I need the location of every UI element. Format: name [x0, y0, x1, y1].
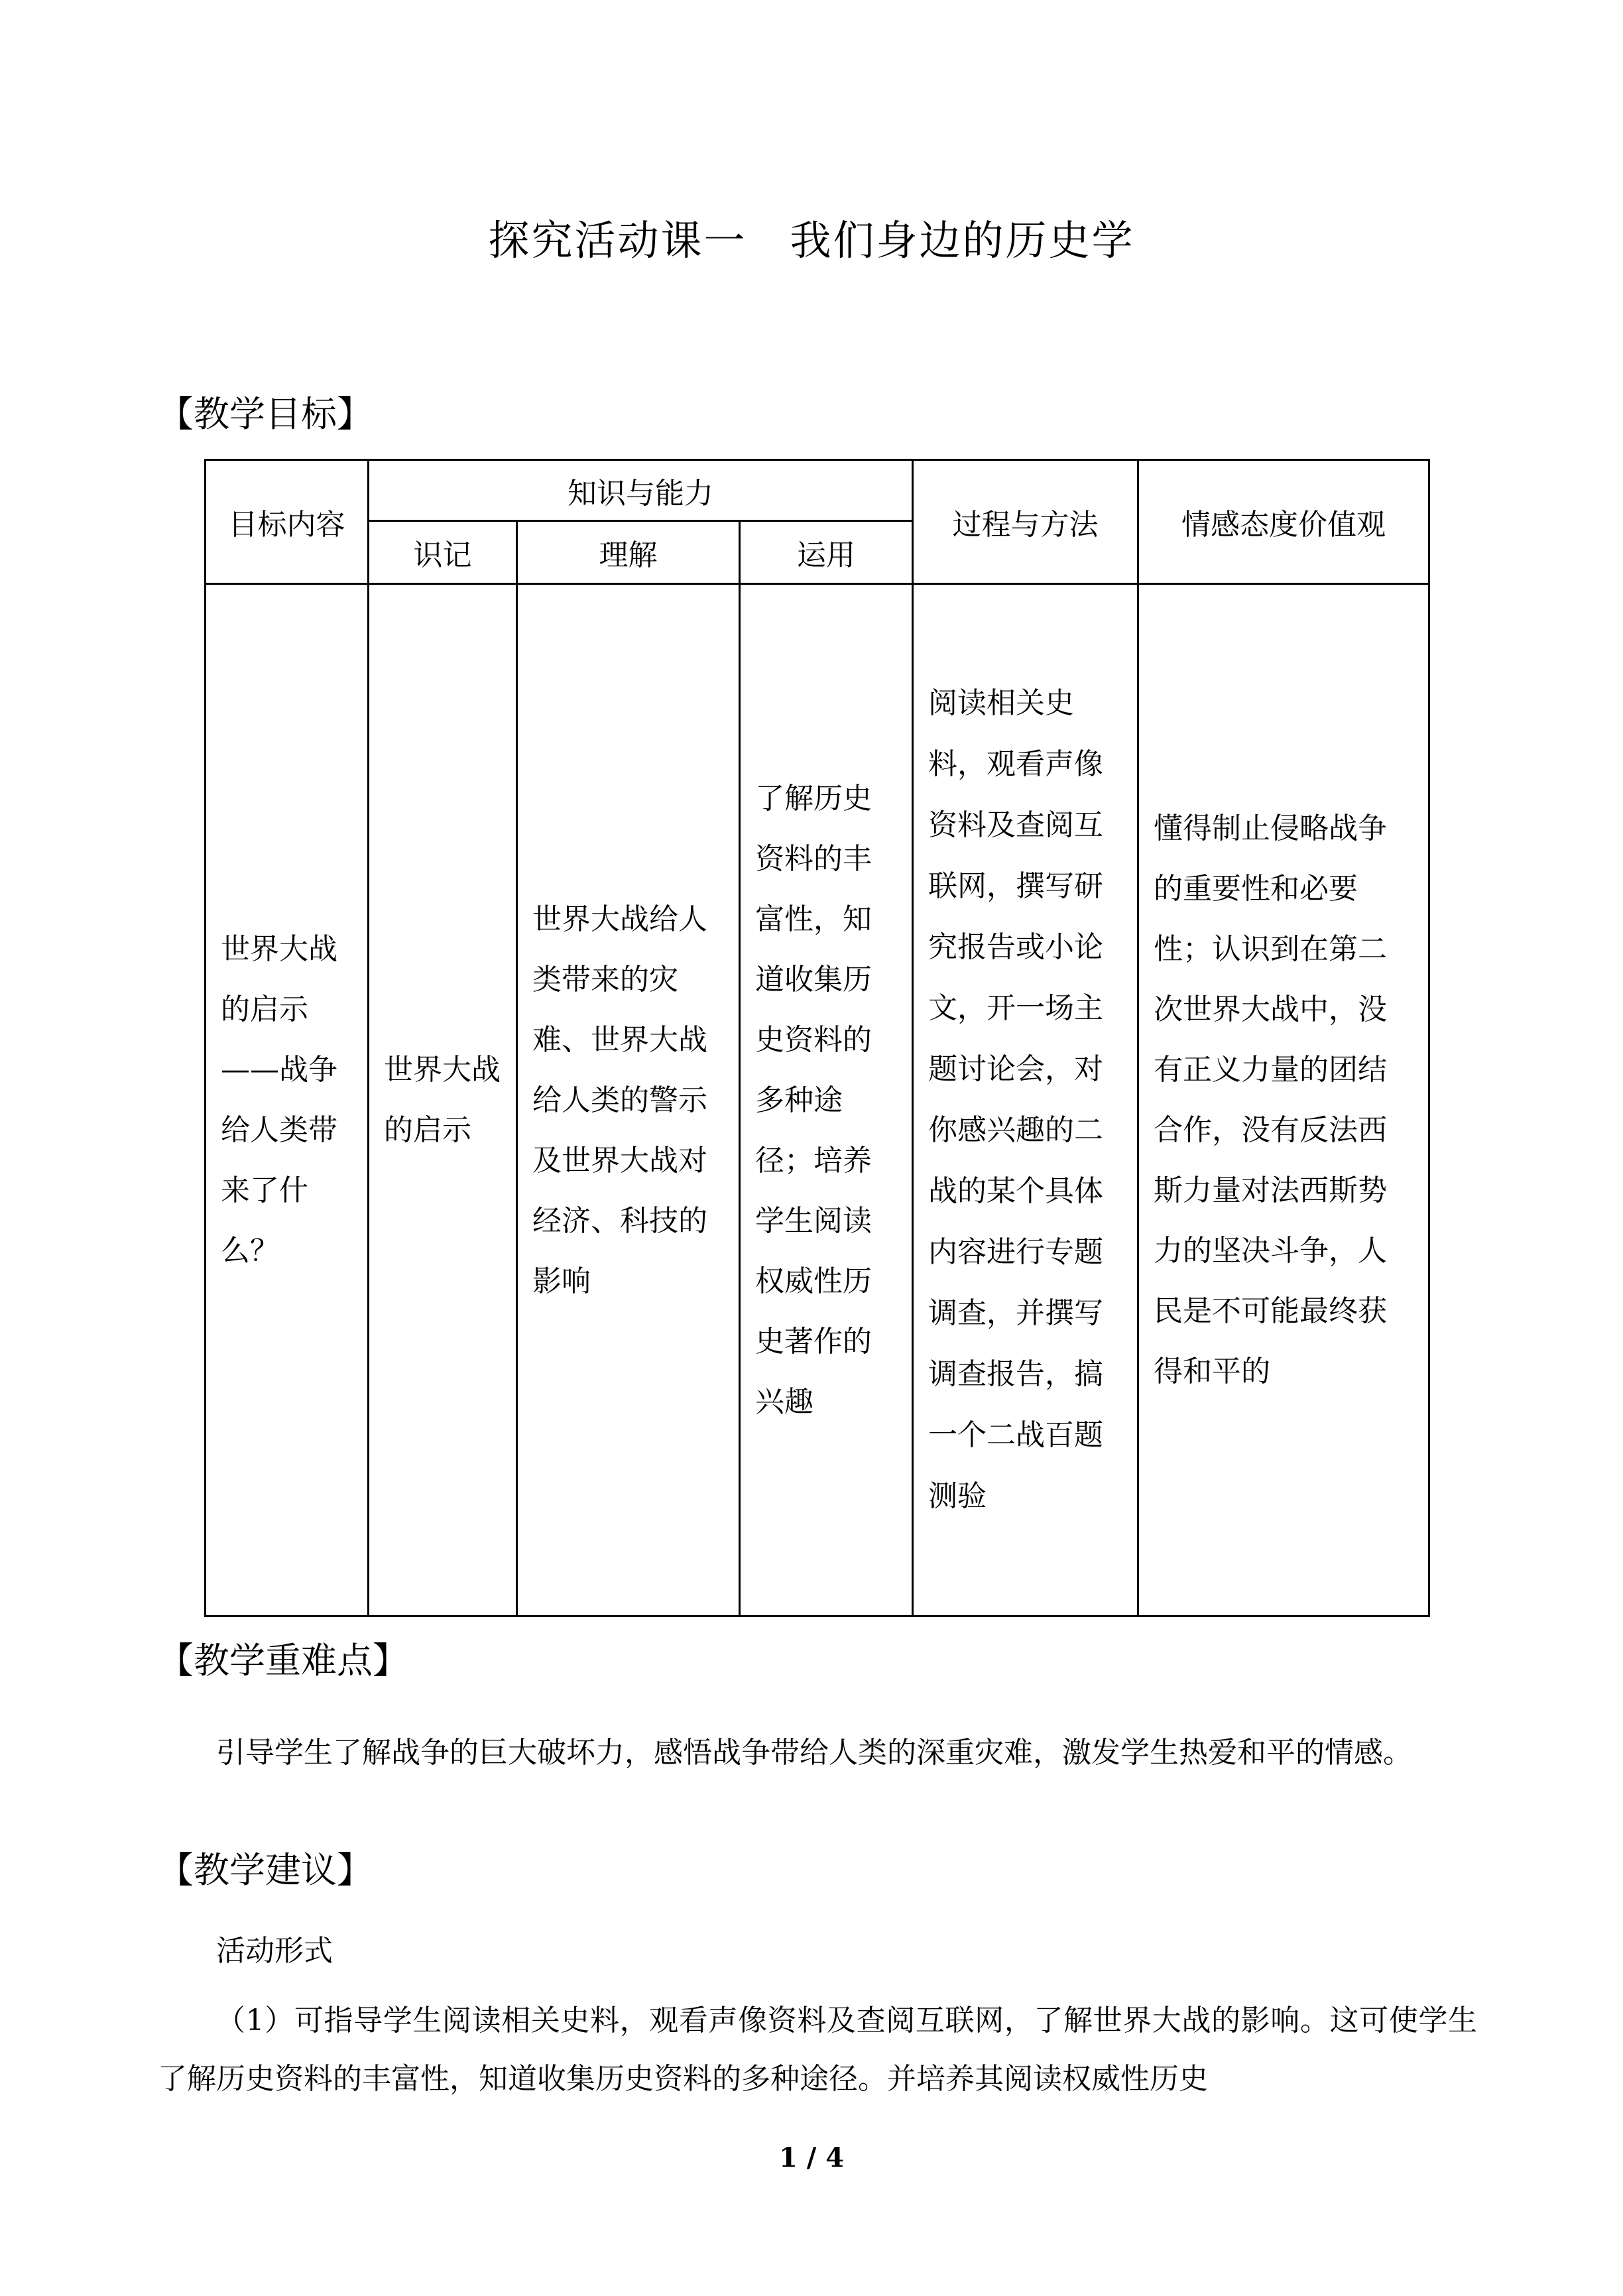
cell-apply-text: 了解历史资料的丰富性，知道收集历史资料的多种途径；培养学生阅读权威性历史著作的兴趣	[755, 781, 872, 1419]
page-title: 探究活动课一 我们身边的历史学	[488, 216, 1135, 265]
section-heading-suggestions: 【教学建议】	[158, 1849, 373, 1891]
cell-memorize-text: 世界大战的启示	[384, 1053, 501, 1147]
activity-item-1: （1）可指导学生阅读相关史料，观看声像资料及查阅互联网，了解世界大战的影响。这可使学生了解历史资料的丰富性，知道收集历史资料的多种途径。并培养其阅读权威性历史	[158, 2004, 1477, 2096]
cell-process-method	[913, 584, 1138, 1616]
header-knowledge-ability: 知识与能力	[369, 460, 913, 521]
cell-understand	[517, 584, 740, 1616]
header-memorize: 识记	[369, 521, 517, 584]
section-heading-objectives: 【教学目标】	[158, 393, 373, 435]
objectives-table	[204, 459, 1430, 1617]
cell-target-content-text: 世界大战的启示——战争给人类带来了什么？	[221, 932, 337, 1268]
keypoints-paragraph: 引导学生了解战争的巨大破坏力，感悟战争带给人类的深重灾难，激发学生热爱和平的情感。	[216, 1736, 1412, 1770]
cell-understand-text: 世界大战给人类带来的灾难、世界大战给人类的警示及世界大战对经济、科技的影响	[532, 902, 707, 1298]
cell-emotion-values	[1138, 584, 1429, 1616]
cell-apply	[740, 584, 913, 1616]
cell-process-method-text: 阅读相关史料，观看声像资料及查阅互联网，撰写研究报告或小论文，开一场主题讨论会，对你感兴趣的二战的某个具体内容进行专题调查，并撰写调查报告，搞一个二战百题测验	[928, 686, 1104, 1513]
section-heading-keypoints: 【教学重难点】	[158, 1640, 408, 1681]
cell-target-content	[206, 584, 369, 1616]
activity-form-label: 活动形式	[216, 1934, 333, 1968]
cell-memorize	[369, 584, 517, 1616]
header-process-method: 过程与方法	[913, 460, 1138, 584]
cell-emotion-values-text: 懂得制止侵略战争的重要性和必要性；认识到在第二次世界大战中，没有正义力量的团结合作，没有反法西斯力量对法西斯势力的坚决斗争，人民是不可能最终获得和平的	[1154, 812, 1388, 1388]
header-understand: 理解	[517, 521, 740, 584]
page-number: 1 / 4	[778, 2142, 845, 2173]
header-target-content: 目标内容	[206, 460, 369, 584]
header-emotion-values: 情感态度价值观	[1138, 460, 1429, 584]
header-apply: 运用	[740, 521, 913, 584]
